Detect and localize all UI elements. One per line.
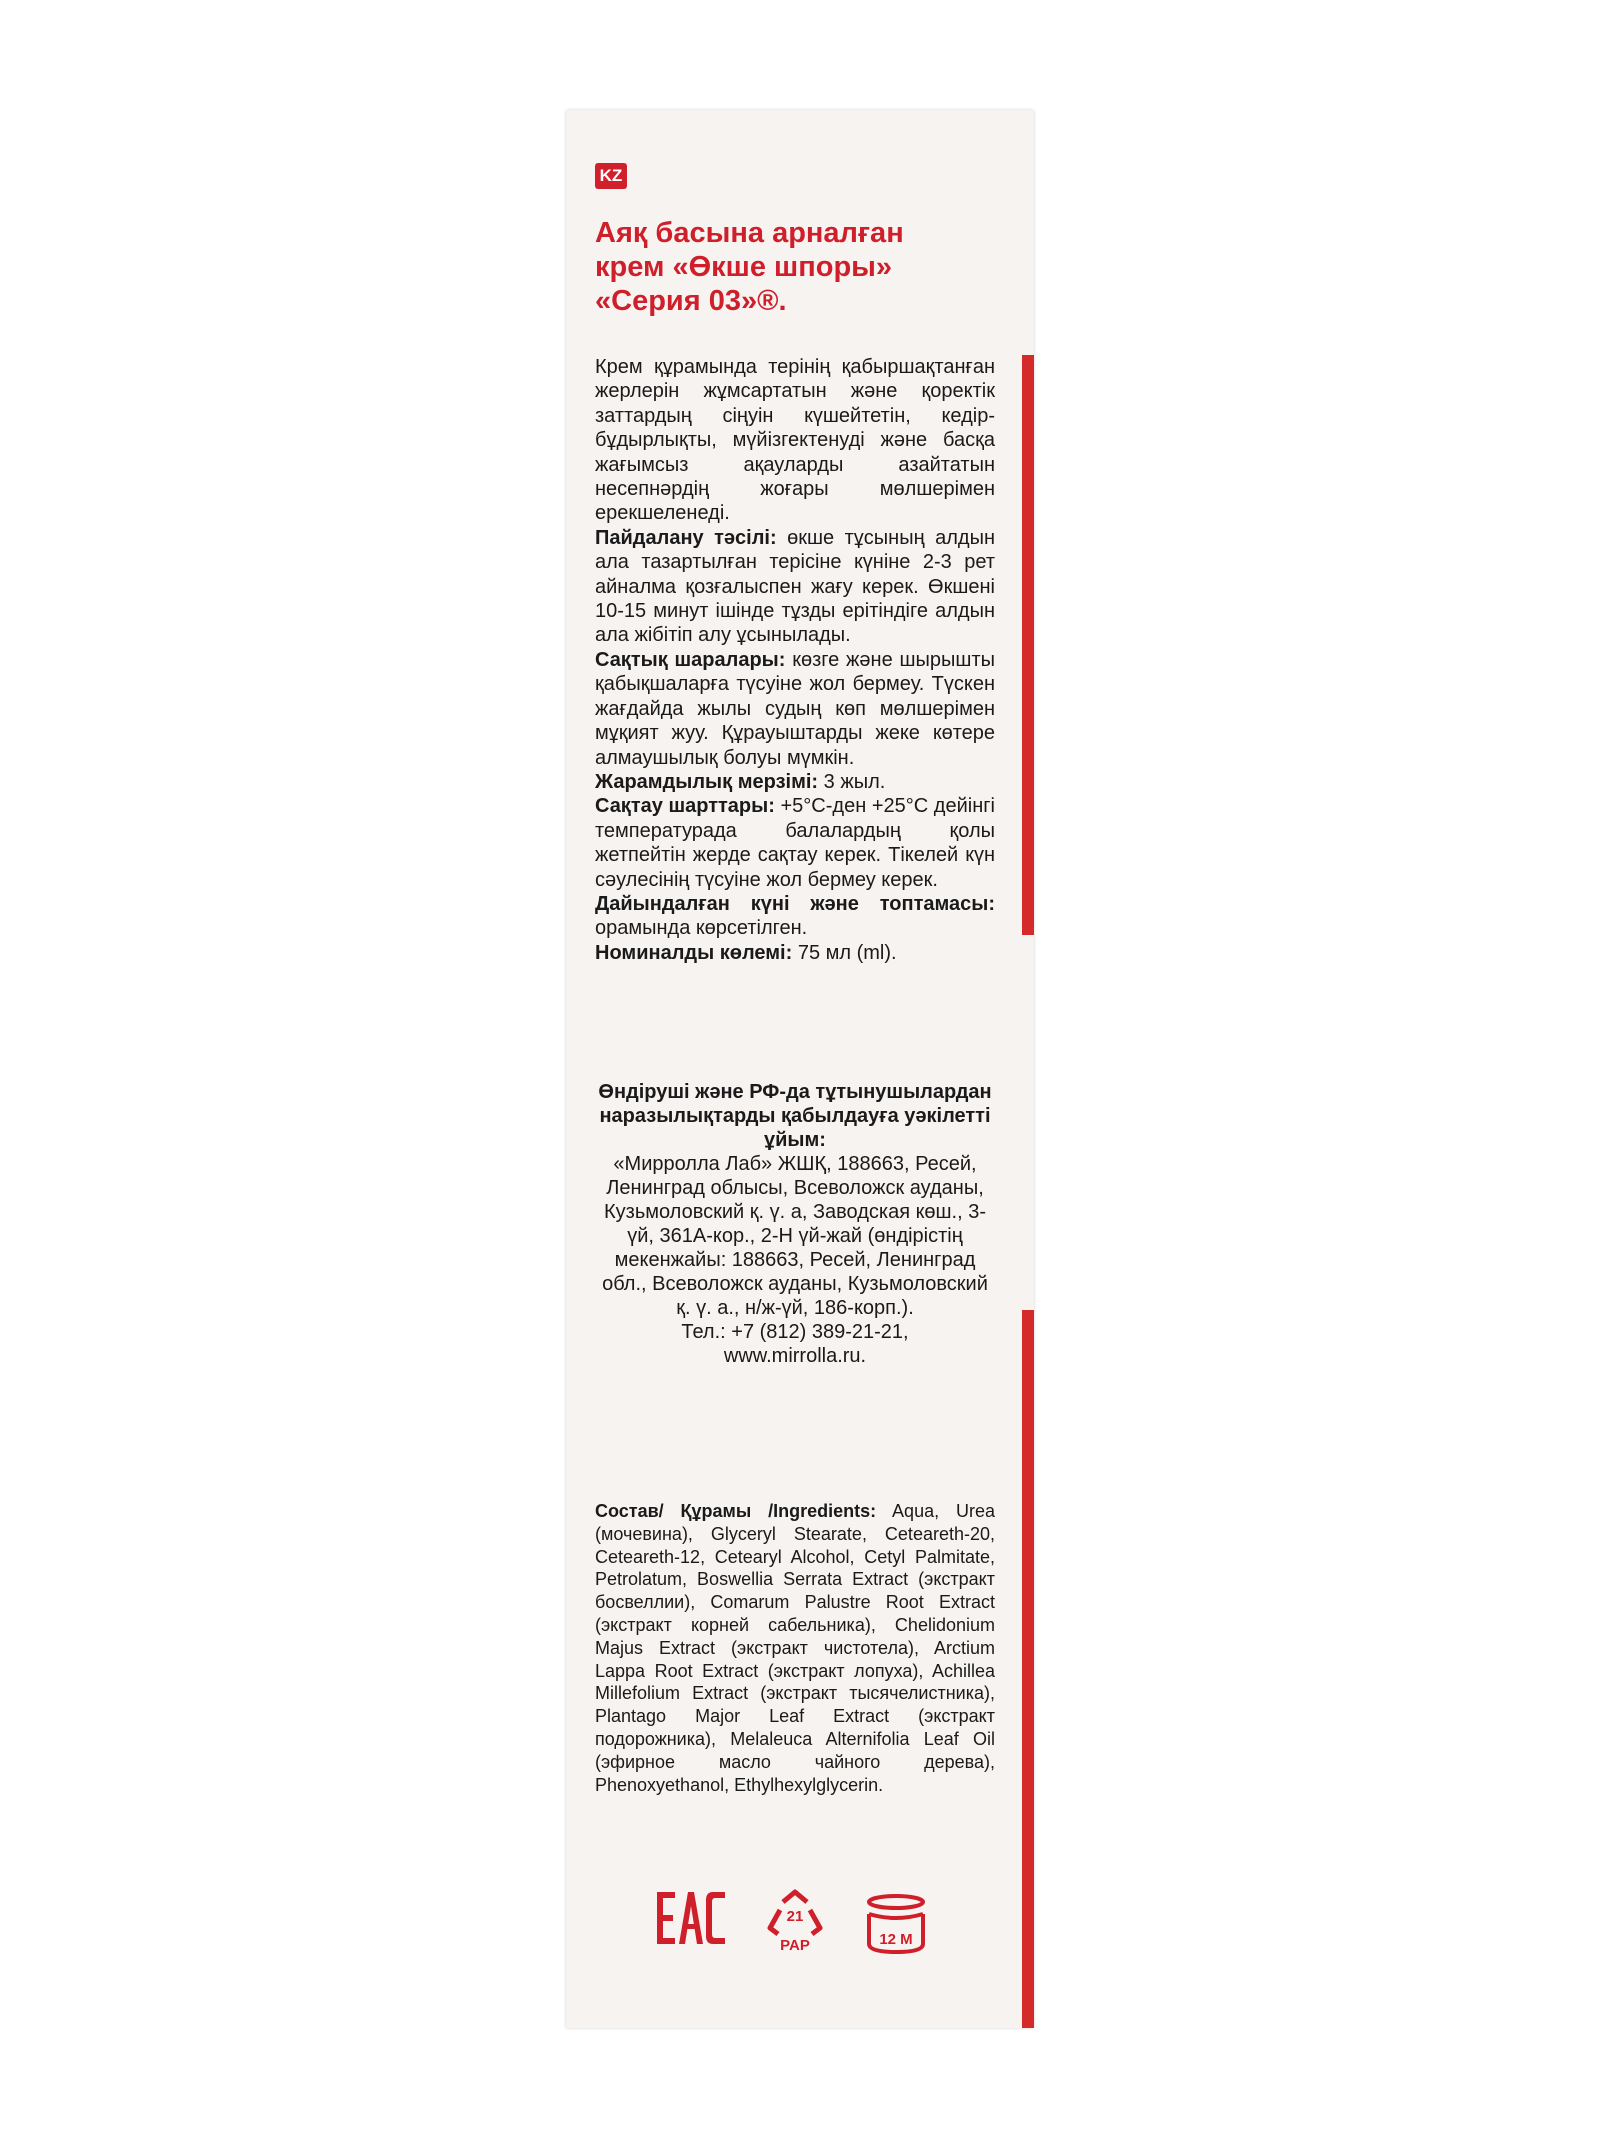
manufacturer-address: «Мирролла Лаб» ЖШҚ, 188663, Ресей, Ленинград облысы, Всеволожск ауданы, Кузьмоловский қ. ү. а, Заводская көш., 3-үй, 361А-кор., 2-Н үй-жай (өндірістің мекенжайы: 188663, Ресей, Ленинград обл., Всеволожск ауданы, Кузьмоловский қ. ү. а., н/ж-үй, 186-корп.). (602, 1153, 988, 1319)
eac-mark-icon (655, 1888, 727, 1948)
volume-label: Номиналды көлемі: (595, 941, 793, 964)
usage-label: Пайдалану тәсілі: (595, 526, 777, 549)
precautions-label: Сақтық шаралары: (595, 648, 786, 671)
shelf-life-paragraph (595, 770, 995, 794)
red-edge-stripe-top (1022, 355, 1034, 935)
ingredients-text: Aqua, Urea (мочевина), Glyceryl Stearate, Ceteareth-20, Ceteareth-12, Cetearyl Alcohol, Cetyl Palmitate, Petrolatum, Boswellia Serrata Extract (экстракт босвеллии), Comarum Palustre Root Extract (экстракт корней сабельника), Chelidonium Majus Extract (экстракт чистотела), Arctium Lappa Root Extract (экстракт лопуха), Achillea Millefolium Extract (экстракт тысячелистника), Plantago Major Leaf Extract (экстракт подорожника), Melaleuca Alternifolia Leaf Oil (эфирное масло чайного дерева), Phenoxyethanol, Ethylhexylglycerin. (595, 1501, 995, 1795)
product-box-side-panel (566, 110, 1034, 2028)
storage-text: +5°С-ден +25°С дейінгі температурада балалардың қолы жетпейтін жерде сақтау керек. Тікелей күн сәулесінің түсуіне жол бермеу керек. (595, 795, 995, 891)
ingredients-label: Состав/ Құрамы /Ingredients: (595, 1501, 877, 1521)
pao-text: 12 M (879, 1931, 913, 1948)
storage-label: Сақтау шарттары: (595, 795, 775, 818)
production-label: Дайындалған күні және топтамасы: (595, 892, 995, 915)
title-line-2: крем «Өкше шпоры» (595, 251, 893, 283)
language-tab-kz: KZ (595, 163, 627, 189)
shelf-life-label: Жарамдылық мерзімі: (595, 770, 819, 793)
storage-paragraph (595, 794, 995, 892)
title-line-3: «Серия 03»®. (595, 285, 787, 317)
manufacturer-heading: Өндіруші және РФ-да тұтынушылардан наразылықтарды қабылдауға уәкілетті ұйым: (598, 1081, 992, 1151)
volume-text: 75 мл (ml). (792, 941, 897, 964)
precautions-text: көзге және шырышты қабықшаларға түсуіне жол бермеу. Түскен жағдайда жылы судың көп мөлшерімен мұқият жуу. Құрауыштарды жеке көтере алмаушылық болуы мүмкін. (595, 648, 995, 769)
ingredients-block (595, 1500, 995, 1796)
recycle-number: 21 (786, 1908, 804, 1925)
volume-paragraph (595, 941, 995, 965)
shelf-life-text: 3 жыл. (818, 770, 886, 793)
open-jar-pao-icon (860, 1888, 932, 1958)
usage-paragraph (595, 526, 995, 648)
manufacturer-block (595, 1080, 995, 1368)
product-description-block (595, 355, 995, 965)
product-title (595, 216, 975, 318)
recycle-symbol-icon (760, 1888, 830, 1958)
production-text: орамында көрсетілген. (595, 917, 808, 940)
precautions-paragraph (595, 648, 995, 770)
certification-icons (655, 1888, 995, 1958)
production-paragraph (595, 892, 995, 941)
usage-text: өкше тұсының алдын ала тазартылған терісіне күніне 2-3 рет айналма қозғалыспен жағу керек. Өкшені 10-15 минут ішінде тұзды ерітіндіге алдын ала жібітіп алу ұсынылады. (595, 526, 995, 647)
recycle-code: PAP (780, 1937, 810, 1954)
title-line-1: Аяқ басына арналған (595, 217, 904, 249)
manufacturer-website: www.mirrolla.ru. (723, 1345, 867, 1367)
red-edge-stripe-bottom (1022, 1310, 1034, 2028)
manufacturer-phone: Тел.: +7 (812) 389-21-21, (681, 1321, 909, 1343)
description-text: Крем құрамында терінің қабыршақтанған жерлерін жұмсартатын және қоректік заттардың сіңуін күшейтетін, кедір-бұдырлықты, мүйізгектенуді және басқа жағымсыз ақауларды азайтатын несепнәрдің жоғары мөлшерімен ерекшеленеді. (595, 356, 995, 525)
